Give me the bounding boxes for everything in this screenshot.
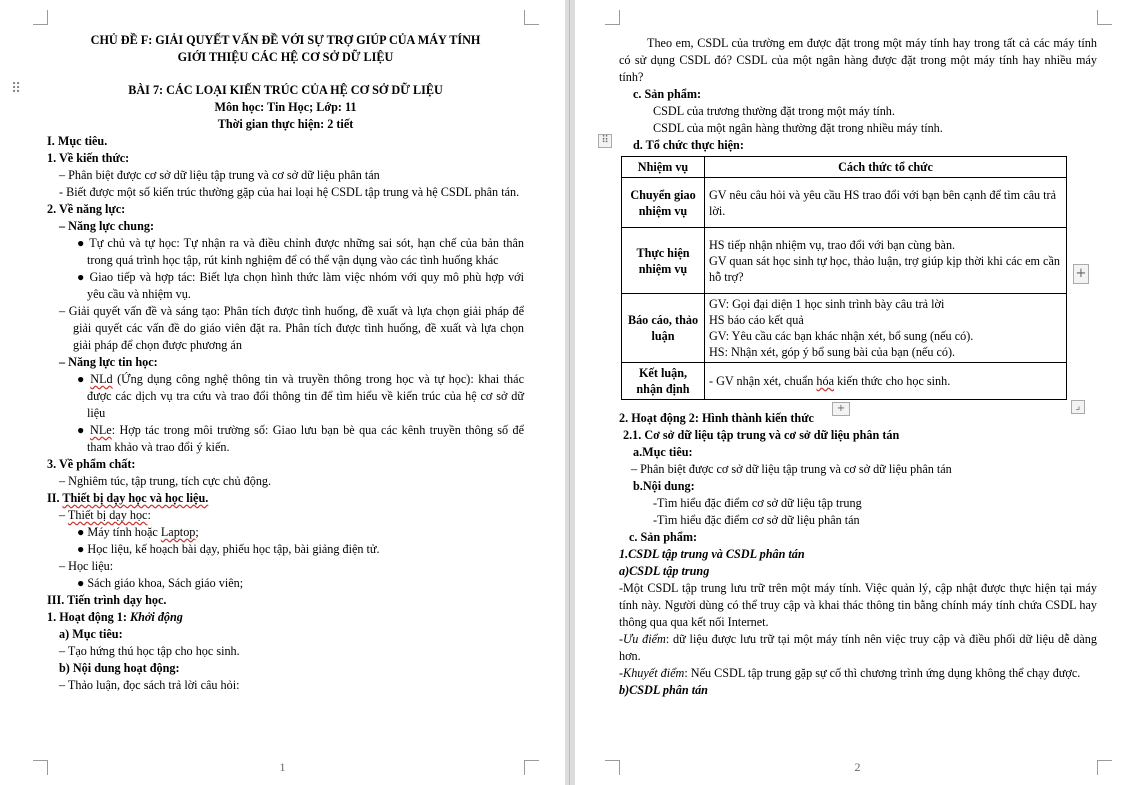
page-number: 2 (854, 760, 861, 774)
table-resize-handle-icon[interactable]: ⌟ (1071, 400, 1085, 414)
bullet-item: ● Giao tiếp và hợp tác: Biết lựa chọn hình thức làm việc nhóm với quy mô phù hợp với yêu cầu và nhiệm vụ. (77, 270, 524, 301)
page-gutter (565, 0, 575, 785)
table-cell-method[interactable] (705, 228, 1067, 294)
sub-heading: c. Sản phẩm: (633, 87, 702, 101)
bullet-item (47, 524, 524, 541)
crop-mark (33, 10, 48, 25)
dash: – (59, 508, 68, 522)
advantage-label: -Ưu điểm (619, 632, 666, 646)
page-divider (569, 0, 570, 785)
section-heading: III. Tiến trình dạy học. (47, 593, 167, 607)
cell-word: hóa (816, 374, 835, 388)
sub-heading: b.Nội dung: (633, 479, 695, 493)
bullet-item: ● Tự chủ và tự học: Tự nhận ra và điều chỉnh được những sai sót, hạn chế của bản thân trong quá trình học tập, rút kinh nghiệm để có thể vận dụng vào các tình huống khác (77, 236, 524, 267)
list-item: – Học liệu: (59, 559, 114, 573)
subsection-heading: 2.1. Cơ sở dữ liệu tập trung và cơ sở dữ liệu phân tán (623, 428, 900, 442)
table-move-handle-icon[interactable]: ⠿ (598, 134, 612, 148)
section-number: II. (47, 491, 63, 505)
content-paragraph (619, 631, 1097, 665)
table-row (622, 294, 1067, 363)
table-cell-task[interactable]: Kết luận, nhận định (622, 363, 705, 400)
section-heading (47, 490, 524, 507)
list-item: – Năng lực tin học: (59, 355, 158, 369)
page-2-body[interactable] (619, 35, 1097, 699)
page-1-body[interactable] (47, 32, 524, 694)
crop-mark (524, 10, 539, 25)
list-item: -Tìm hiểu đặc điểm cơ sở dữ liệu tập trung (653, 496, 862, 510)
content-subheading: b)CSDL phân tán (619, 683, 708, 697)
bullet-item: ● Sách giáo khoa, Sách giáo viên; (77, 576, 244, 590)
content-subheading: a)CSDL tập trung (619, 564, 710, 578)
bullet-item: ● Học liệu, kế hoạch bài dạy, phiếu học tập, bài giảng điện tử. (77, 542, 380, 556)
nle-code: NLe (90, 423, 112, 437)
activity-name: Khởi động (129, 610, 183, 624)
document-page-2[interactable] (575, 0, 1140, 785)
table-cell-method[interactable]: GV nêu câu hỏi và yêu cầu HS trao đổi với bạn bên cạnh để tìm câu trả lời. (705, 178, 1067, 228)
nld-text: (Ứng dụng công nghệ thông tin và truyền thông trong học và tự học): khai thác được các dịch vụ tra cứu và trao đổi thông tin để tìm hiểu về kiến trúc của hệ cơ sở dữ liệu (87, 372, 524, 420)
laptop-word: Laptop (160, 525, 196, 539)
disadvantage-label: -Khuyết điểm (619, 666, 685, 680)
table-row (622, 228, 1067, 294)
product-line: CSDL của một ngân hàng thường đặt trong nhiều máy tính. (653, 121, 943, 135)
table-cell-task[interactable]: Thực hiện nhiệm vụ (622, 228, 705, 294)
sub-heading: a.Mục tiêu: (633, 445, 693, 459)
table-header-cell[interactable]: Nhiệm vụ (622, 157, 705, 178)
duration-line: Thời gian thực hiện: 2 tiết (217, 117, 354, 131)
activity-heading (47, 609, 524, 626)
table-cell-task[interactable]: Chuyển giao nhiệm vụ (622, 178, 705, 228)
sub-heading: b) Nội dung hoạt động: (59, 661, 180, 675)
disadvantage-text: : Nếu CSDL tập trung gặp sự cố thì chương trình ứng dụng không thể chạy được. (684, 666, 1081, 680)
bullet-item: ● NLd (Ứng dụng công nghệ thông tin và truyền thông trong học và tự học): khai thác được các dịch vụ tra cứu và trao đổi thông tin để tìm hiểu về kiến trúc của hệ cơ sở dữ liệu (77, 372, 524, 420)
subsection-heading: 2. Về năng lực: (47, 202, 126, 216)
list-item: – Tạo hứng thú học tập cho học sinh. (59, 644, 240, 658)
cell-line: HS: Nhận xét, góp ý bổ sung bài của bạn (nếu có). (709, 345, 956, 359)
activity-prefix: 1. Hoạt động 1: (47, 610, 130, 624)
colon: : (147, 508, 151, 522)
table-row (622, 363, 1067, 400)
table-header-row (622, 157, 1067, 178)
bullet-text: ● Máy tính hoặc (77, 525, 161, 539)
section-heading: I. Mục tiêu. (47, 134, 108, 148)
subject-line: Môn học: Tin Học; Lớp: 11 (214, 100, 357, 114)
list-item (47, 507, 524, 524)
list-item: – Nghiêm túc, tập trung, tích cực chủ động. (59, 474, 272, 488)
list-item: – Phân biệt được cơ sở dữ liệu tập trung và cơ sở dữ liệu phân tán (631, 462, 952, 476)
section-title: Thiết bị dạy học và học liệu. (62, 491, 209, 505)
cell-line: HS tiếp nhận nhiệm vụ, trao đổi với bạn cùng bàn. (709, 237, 956, 252)
drag-handle-icon[interactable]: ⠿ (11, 81, 23, 97)
cell-line: GV: Gọi đại diện 1 học sinh trình bày câu trả lời (709, 297, 945, 311)
cell-line: GV quan sát học sinh tự học, thảo luận, trợ giúp kịp thời khi các em cần hỗ trợ? (709, 253, 1060, 284)
nle-text: : Hợp tác trong môi trường số: Giao lưu bạn bè qua các kênh truyền thông số để tham khảo và trao đổi ý kiến. (87, 423, 524, 454)
subsection-heading: 1. Về kiến thức: (47, 151, 130, 165)
list-item: – Giải quyết vấn đề và sáng tạo: Phân tích được tình huống, đề xuất và lựa chọn giải pháp để giải quyết các vấn đề do giáo viên đặt ra. Phân tích được tình huống, đề xuất và lựa chọn giải pháp để chọn được phương án (59, 304, 524, 352)
sub-heading: c. Sản phẩm: (629, 530, 698, 544)
table-cell-task[interactable]: Báo cáo, thảo luận (622, 294, 705, 363)
table-header-cell[interactable]: Cách thức tổ chức (705, 157, 1067, 178)
cell-text: kiến thức cho học sinh. (834, 374, 951, 388)
content-paragraph (619, 665, 1097, 682)
content-paragraph: -Một CSDL tập trung lưu trữ trên một máy tính. Việc quản lý, cập nhật được thực hiện tại máy tính này. Người dùng có thể truy cập và khai thác thông tin bằng chính máy tính chứa CSDL hay thông qua qua kết nối Internet. (619, 581, 1097, 629)
page-number: 1 (279, 760, 286, 774)
table-row (622, 178, 1067, 228)
question-paragraph: Theo em, CSDL của trường em được đặt trong một máy tính hay trong tất cả các máy tính có sử dụng CSDL đó? CSDL của một ngân hàng được đặt trong một máy tính hay nhiều máy tính? (619, 36, 1097, 84)
list-item: – Phân biệt được cơ sở dữ liệu tập trung và cơ sở dữ liệu phân tán (59, 168, 380, 182)
doc-title-line1: CHỦ ĐỀ F: GIẢI QUYẾT VẤN ĐỀ VỚI SỰ TRỢ GIÚP CỦA MÁY TÍNH (90, 33, 481, 47)
list-item: – Thảo luận, đọc sách trả lời câu hỏi: (59, 678, 240, 692)
cell-text: - GV nhận xét, chuẩn (709, 374, 817, 388)
add-column-icon[interactable]: + (832, 402, 850, 416)
doc-title-line2: GIỚI THIỆU CÁC HỆ CƠ SỞ DỮ LIỆU (177, 50, 394, 64)
organization-table[interactable] (621, 156, 1067, 400)
subsection-heading: 3. Về phẩm chất: (47, 457, 136, 471)
list-item: - Biết được một số kiến trúc thường gặp của hai loại hệ CSDL tập trung và hệ CSDL phân tán. (59, 185, 520, 199)
advantage-text: : dữ liệu được lưu trữ tại một máy tính nên việc truy cập và điều phối dữ liệu dễ dàng hơn. (619, 632, 1097, 663)
cell-line: GV: Yêu cầu các bạn khác nhận xét, bổ sung (nếu có). (709, 329, 974, 343)
list-item: -Tìm hiểu đặc điểm cơ sở dữ liệu phân tán (653, 513, 860, 527)
table-cell-method[interactable] (705, 294, 1067, 363)
content-heading: 1.CSDL tập trung và CSDL phân tán (619, 547, 805, 561)
nld-code: NLd (90, 372, 113, 386)
add-row-icon[interactable]: + (1073, 264, 1089, 284)
lesson-title: BÀI 7: CÁC LOẠI KIẾN TRÚC CỦA HỆ CƠ SỞ DỮ LIỆU (128, 83, 443, 97)
bullet-suffix: ; (195, 525, 199, 539)
crop-mark (1097, 10, 1112, 25)
product-line: CSDL của trương thường đặt trong một máy tính. (653, 104, 895, 118)
activity-heading: 2. Hoạt động 2: Hình thành kiến thức (619, 411, 814, 425)
crop-mark (605, 10, 620, 25)
table-cell-method[interactable] (705, 363, 1067, 400)
bullet-item: ● NLe: Hợp tác trong môi trường số: Giao lưu bạn bè qua các kênh truyền thông số để tham khảo và trao đổi ý kiến. (77, 423, 524, 454)
cell-line: HS báo cáo kết quả (709, 313, 804, 327)
document-page-1[interactable] (0, 0, 565, 785)
list-item: – Năng lực chung: (59, 219, 155, 233)
sub-heading: a) Mục tiêu: (59, 627, 123, 641)
equipment-label: Thiết bị dạy học (67, 508, 148, 522)
sub-heading: d. Tổ chức thực hiện: (633, 138, 744, 152)
